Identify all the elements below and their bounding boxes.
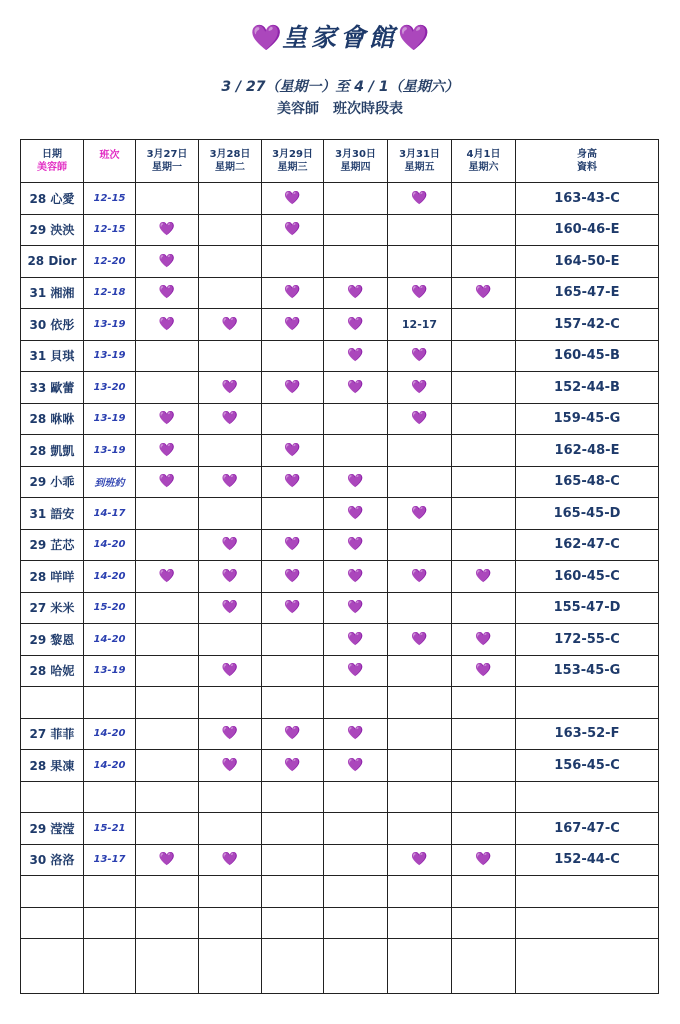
title-text: 皇家會館 xyxy=(281,23,398,52)
purple-heart-icon: 💜 xyxy=(199,655,262,687)
day-cell xyxy=(136,907,199,939)
day-cell xyxy=(262,813,324,845)
day-cell xyxy=(452,183,516,215)
table-row xyxy=(21,907,659,939)
purple-heart-icon: 💜 xyxy=(136,214,199,246)
table-row xyxy=(21,876,659,908)
purple-heart-icon: 💜 xyxy=(324,498,388,530)
header-day-2 xyxy=(199,140,262,183)
page-title xyxy=(0,18,680,54)
purple-heart-icon: 💜 xyxy=(199,372,262,404)
table-row xyxy=(21,246,659,278)
day-date: 3月27日 xyxy=(146,149,188,160)
purple-heart-icon: 💜 xyxy=(388,498,452,530)
beautician-name: 28 果凍 xyxy=(21,750,84,782)
purple-heart-icon: 💜 xyxy=(136,435,199,467)
day-cell xyxy=(324,183,388,215)
beautician-name: 28 Dior xyxy=(21,246,84,278)
table-row xyxy=(21,687,659,719)
table-row xyxy=(21,939,659,994)
body-info xyxy=(516,781,659,813)
day-date: 3月30日 xyxy=(335,149,376,160)
shift-time: 13-19 xyxy=(84,340,136,372)
purple-heart-icon: 💜 xyxy=(199,466,262,498)
table-row xyxy=(21,844,659,876)
purple-heart-icon: 💜 xyxy=(262,277,324,309)
shift-time: 14-20 xyxy=(84,561,136,593)
beautician-name: 30 依彤 xyxy=(21,309,84,341)
table-row xyxy=(21,340,659,372)
purple-heart-icon: 💜 xyxy=(452,277,516,309)
shift-time: 12-20 xyxy=(84,246,136,278)
beautician-name xyxy=(21,907,84,939)
body-info: 162-48-E xyxy=(516,435,659,467)
purple-heart-icon: 💜 xyxy=(262,309,324,341)
shift-time: 14-20 xyxy=(84,624,136,656)
table-row xyxy=(21,561,659,593)
body-info: 167-47-C xyxy=(516,813,659,845)
beautician-name: 29 小乖 xyxy=(21,466,84,498)
purple-heart-icon: 💜 xyxy=(262,183,324,215)
day-cell xyxy=(452,466,516,498)
purple-heart-icon: 💜 xyxy=(324,561,388,593)
day-cell xyxy=(199,277,262,309)
day-cell xyxy=(262,624,324,656)
table-row xyxy=(21,372,659,404)
header-name-col xyxy=(21,140,84,183)
beautician-name: 30 洛洛 xyxy=(21,844,84,876)
body-info: 159-45-G xyxy=(516,403,659,435)
purple-heart-icon: 💜 xyxy=(324,750,388,782)
day-cell xyxy=(199,687,262,719)
beautician-name: 27 菲菲 xyxy=(21,718,84,750)
shift-time: 14-17 xyxy=(84,498,136,530)
shift-time: 12-15 xyxy=(84,183,136,215)
day-cell xyxy=(452,781,516,813)
beautician-name: 33 歐蕾 xyxy=(21,372,84,404)
day-cell xyxy=(136,624,199,656)
day-cell xyxy=(199,214,262,246)
body-info: 162-47-C xyxy=(516,529,659,561)
day-cell xyxy=(452,750,516,782)
table-row xyxy=(21,309,659,341)
table-row xyxy=(21,466,659,498)
day-cell xyxy=(452,718,516,750)
day-weekday: 星期三 xyxy=(277,162,308,173)
day-cell xyxy=(388,435,452,467)
day-cell xyxy=(136,183,199,215)
body-info: 164-50-E xyxy=(516,246,659,278)
day-cell xyxy=(388,592,452,624)
body-info: 163-43-C xyxy=(516,183,659,215)
purple-heart-icon: 💜 xyxy=(262,372,324,404)
purple-heart-icon: 💜 xyxy=(199,309,262,341)
body-info xyxy=(516,939,659,994)
day-cell xyxy=(136,876,199,908)
day-cell xyxy=(452,876,516,908)
day-cell xyxy=(199,939,262,994)
table-row xyxy=(21,277,659,309)
day-cell xyxy=(324,907,388,939)
day-cell xyxy=(388,246,452,278)
day-cell xyxy=(199,624,262,656)
day-cell xyxy=(388,750,452,782)
table-row xyxy=(21,813,659,845)
purple-heart-icon: 💜 xyxy=(388,403,452,435)
day-cell xyxy=(262,498,324,530)
beautician-label: 美容師 xyxy=(37,162,67,173)
purple-heart-icon: 💜 xyxy=(324,655,388,687)
day-date: 3月28日 xyxy=(209,149,251,160)
body-info: 160-46-E xyxy=(516,214,659,246)
day-cell xyxy=(388,781,452,813)
day-cell xyxy=(388,907,452,939)
purple-heart-icon: 💜 xyxy=(136,561,199,593)
day-cell xyxy=(452,435,516,467)
day-cell xyxy=(452,246,516,278)
shift-time: 12-15 xyxy=(84,214,136,246)
shift-time: 13-19 xyxy=(84,403,136,435)
day-cell xyxy=(452,214,516,246)
purple-heart-icon: 💜 xyxy=(262,561,324,593)
day-cell xyxy=(324,813,388,845)
beautician-name: 31 湘湘 xyxy=(21,277,84,309)
day-cell xyxy=(136,340,199,372)
day-cell xyxy=(452,498,516,530)
shift-time xyxy=(84,687,136,719)
shift-time xyxy=(84,781,136,813)
shift-time: 13-20 xyxy=(84,372,136,404)
day-cell xyxy=(324,781,388,813)
day-cell xyxy=(452,907,516,939)
purple-heart-icon: 💜 xyxy=(136,844,199,876)
day-weekday: 星期四 xyxy=(340,162,371,173)
shift-time: 13-19 xyxy=(84,435,136,467)
info-label-data: 資料 xyxy=(577,162,597,173)
day-weekday: 星期一 xyxy=(152,162,182,173)
purple-heart-icon: 💜 xyxy=(262,529,324,561)
day-cell xyxy=(262,907,324,939)
beautician-name: 31 貝琪 xyxy=(21,340,84,372)
header-info-col xyxy=(516,140,659,183)
beautician-name: 28 凱凱 xyxy=(21,435,84,467)
purple-heart-icon: 💜 xyxy=(262,750,324,782)
day-cell xyxy=(262,340,324,372)
day-cell xyxy=(199,907,262,939)
day-cell xyxy=(262,781,324,813)
body-info: 165-47-E xyxy=(516,277,659,309)
day-cell xyxy=(136,939,199,994)
day-cell xyxy=(388,718,452,750)
shift-time: 12-18 xyxy=(84,277,136,309)
day-cell xyxy=(388,939,452,994)
day-cell xyxy=(452,592,516,624)
purple-heart-icon: 💜 xyxy=(199,592,262,624)
purple-heart-icon: 💜 xyxy=(262,592,324,624)
shift-time: 14-20 xyxy=(84,750,136,782)
day-weekday: 星期二 xyxy=(215,162,245,173)
shift-time: 13-17 xyxy=(84,844,136,876)
shift-time: 15-21 xyxy=(84,813,136,845)
beautician-name: 29 黎恩 xyxy=(21,624,84,656)
purple-heart-icon: 💜 xyxy=(262,435,324,467)
day-cell xyxy=(262,844,324,876)
beautician-name xyxy=(21,876,84,908)
header-shift-col xyxy=(84,140,136,183)
purple-heart-icon: 💜 xyxy=(452,624,516,656)
beautician-name: 31 語安 xyxy=(21,498,84,530)
purple-heart-icon: 💜 xyxy=(388,340,452,372)
day-cell xyxy=(452,813,516,845)
header-day-4 xyxy=(324,140,388,183)
day-cell xyxy=(199,813,262,845)
shift-time: 14-20 xyxy=(84,718,136,750)
table-row xyxy=(21,214,659,246)
day-cell xyxy=(136,372,199,404)
beautician-name: 27 米米 xyxy=(21,592,84,624)
shift-time: 14-20 xyxy=(84,529,136,561)
day-cell xyxy=(388,687,452,719)
day-cell xyxy=(136,718,199,750)
day-cell xyxy=(388,214,452,246)
day-cell xyxy=(452,403,516,435)
body-info: 152-44-B xyxy=(516,372,659,404)
purple-heart-icon: 💜 xyxy=(199,750,262,782)
body-info: 160-45-C xyxy=(516,561,659,593)
purple-heart-icon: 💜 xyxy=(136,277,199,309)
purple-heart-icon: 💜 xyxy=(262,466,324,498)
date-label: 日期 xyxy=(42,149,62,160)
purple-heart-icon: 💜 xyxy=(262,718,324,750)
shift-time: 13-19 xyxy=(84,655,136,687)
beautician-name: 28 咻咻 xyxy=(21,403,84,435)
body-info: 157-42-C xyxy=(516,309,659,341)
day-cell xyxy=(199,246,262,278)
beautician-name xyxy=(21,939,84,994)
body-info xyxy=(516,687,659,719)
table-row xyxy=(21,624,659,656)
day-cell xyxy=(262,246,324,278)
day-cell xyxy=(452,340,516,372)
day-cell xyxy=(324,403,388,435)
shift-time: 到班約 xyxy=(84,466,136,498)
day-cell xyxy=(136,498,199,530)
body-info xyxy=(516,907,659,939)
purple-heart-icon: 💜 xyxy=(324,340,388,372)
day-date: 3月29日 xyxy=(272,149,313,160)
day-cell xyxy=(452,687,516,719)
table-row xyxy=(21,183,659,215)
purple-heart-icon: 💜 xyxy=(452,655,516,687)
purple-heart-icon: 💜 xyxy=(199,844,262,876)
purple-heart-icon: 💜 xyxy=(199,529,262,561)
day-cell-text: 12-17 xyxy=(388,309,452,341)
purple-heart-icon: 💜 xyxy=(452,561,516,593)
day-cell xyxy=(262,403,324,435)
day-cell xyxy=(388,655,452,687)
day-date: 3月31日 xyxy=(399,149,440,160)
purple-heart-icon: 💜 xyxy=(388,183,452,215)
body-info: 165-45-D xyxy=(516,498,659,530)
purple-heart-icon: 💜 xyxy=(136,403,199,435)
purple-heart-icon: 💜 xyxy=(388,372,452,404)
table-row xyxy=(21,403,659,435)
day-cell xyxy=(136,750,199,782)
day-cell xyxy=(199,183,262,215)
day-cell xyxy=(136,781,199,813)
day-cell xyxy=(324,435,388,467)
purple-heart-icon: 💜 xyxy=(136,309,199,341)
day-cell xyxy=(324,246,388,278)
beautician-name: 29 滢滢 xyxy=(21,813,84,845)
day-cell xyxy=(324,844,388,876)
purple-heart-icon: 💜 xyxy=(199,561,262,593)
header-day-3 xyxy=(262,140,324,183)
table-row xyxy=(21,498,659,530)
beautician-name xyxy=(21,687,84,719)
purple-heart-icon: 💜 xyxy=(324,466,388,498)
schedule-table xyxy=(20,139,659,994)
day-weekday: 星期六 xyxy=(468,162,499,173)
table-row xyxy=(21,529,659,561)
day-cell xyxy=(262,876,324,908)
day-cell xyxy=(199,340,262,372)
purple-heart-icon: 💜 xyxy=(324,718,388,750)
shift-time: 15-20 xyxy=(84,592,136,624)
header-day-1 xyxy=(136,140,199,183)
day-cell xyxy=(388,529,452,561)
day-cell xyxy=(262,655,324,687)
purple-heart-icon: 💜 xyxy=(199,718,262,750)
day-cell xyxy=(199,435,262,467)
table-row xyxy=(21,718,659,750)
purple-heart-icon: 💜 xyxy=(388,561,452,593)
body-info: 156-45-C xyxy=(516,750,659,782)
purple-heart-icon: 💜 xyxy=(262,214,324,246)
purple-heart-icon: 💜 xyxy=(388,844,452,876)
beautician-name: 29 芷芯 xyxy=(21,529,84,561)
purple-heart-icon: 💜 xyxy=(324,592,388,624)
beautician-name: 29 泱泱 xyxy=(21,214,84,246)
header-day-5 xyxy=(388,140,452,183)
day-cell xyxy=(324,687,388,719)
beautician-name xyxy=(21,781,84,813)
purple-heart-icon: 💜 xyxy=(250,23,282,52)
day-cell xyxy=(136,813,199,845)
purple-heart-icon: 💜 xyxy=(324,309,388,341)
table-row xyxy=(21,435,659,467)
body-info: 160-45-B xyxy=(516,340,659,372)
header-day-6 xyxy=(452,140,516,183)
body-info: 163-52-F xyxy=(516,718,659,750)
body-info: 172-55-C xyxy=(516,624,659,656)
table-row xyxy=(21,750,659,782)
day-cell xyxy=(262,687,324,719)
day-cell xyxy=(324,214,388,246)
table-row xyxy=(21,781,659,813)
purple-heart-icon: 💜 xyxy=(388,277,452,309)
day-cell xyxy=(199,498,262,530)
info-label-height: 身高 xyxy=(577,149,597,160)
day-cell xyxy=(452,939,516,994)
table-row xyxy=(21,655,659,687)
table-row xyxy=(21,592,659,624)
body-info: 152-44-C xyxy=(516,844,659,876)
purple-heart-icon: 💜 xyxy=(398,23,430,52)
day-cell xyxy=(136,529,199,561)
day-cell xyxy=(388,466,452,498)
schedule-subtitle: 美容師 班次時段表 xyxy=(277,101,403,117)
beautician-name: 28 心愛 xyxy=(21,183,84,215)
body-info: 155-47-D xyxy=(516,592,659,624)
purple-heart-icon: 💜 xyxy=(388,624,452,656)
day-cell xyxy=(452,309,516,341)
day-cell xyxy=(388,876,452,908)
day-date: 4月1日 xyxy=(466,149,501,160)
day-cell xyxy=(452,372,516,404)
day-cell xyxy=(324,876,388,908)
purple-heart-icon: 💜 xyxy=(452,844,516,876)
day-cell xyxy=(452,529,516,561)
purple-heart-icon: 💜 xyxy=(136,466,199,498)
day-cell xyxy=(199,781,262,813)
day-cell xyxy=(136,655,199,687)
purple-heart-icon: 💜 xyxy=(324,624,388,656)
purple-heart-icon: 💜 xyxy=(324,277,388,309)
beautician-name: 28 咩咩 xyxy=(21,561,84,593)
purple-heart-icon: 💜 xyxy=(199,403,262,435)
date-range-subtitle: 3 / 27（星期一）至 4 / 1（星期六） xyxy=(221,79,459,95)
shift-time xyxy=(84,907,136,939)
day-cell xyxy=(136,687,199,719)
shift-time: 13-19 xyxy=(84,309,136,341)
purple-heart-icon: 💜 xyxy=(136,246,199,278)
body-info: 165-48-C xyxy=(516,466,659,498)
header-row xyxy=(21,140,659,183)
shift-time xyxy=(84,876,136,908)
day-cell xyxy=(388,813,452,845)
body-info: 153-45-G xyxy=(516,655,659,687)
shift-time xyxy=(84,939,136,994)
shift-label: 班次 xyxy=(99,149,120,161)
day-cell xyxy=(262,939,324,994)
day-cell xyxy=(324,939,388,994)
purple-heart-icon: 💜 xyxy=(324,372,388,404)
body-info xyxy=(516,876,659,908)
beautician-name: 28 哈妮 xyxy=(21,655,84,687)
day-weekday: 星期五 xyxy=(404,162,435,173)
day-cell xyxy=(136,592,199,624)
purple-heart-icon: 💜 xyxy=(324,529,388,561)
day-cell xyxy=(199,876,262,908)
